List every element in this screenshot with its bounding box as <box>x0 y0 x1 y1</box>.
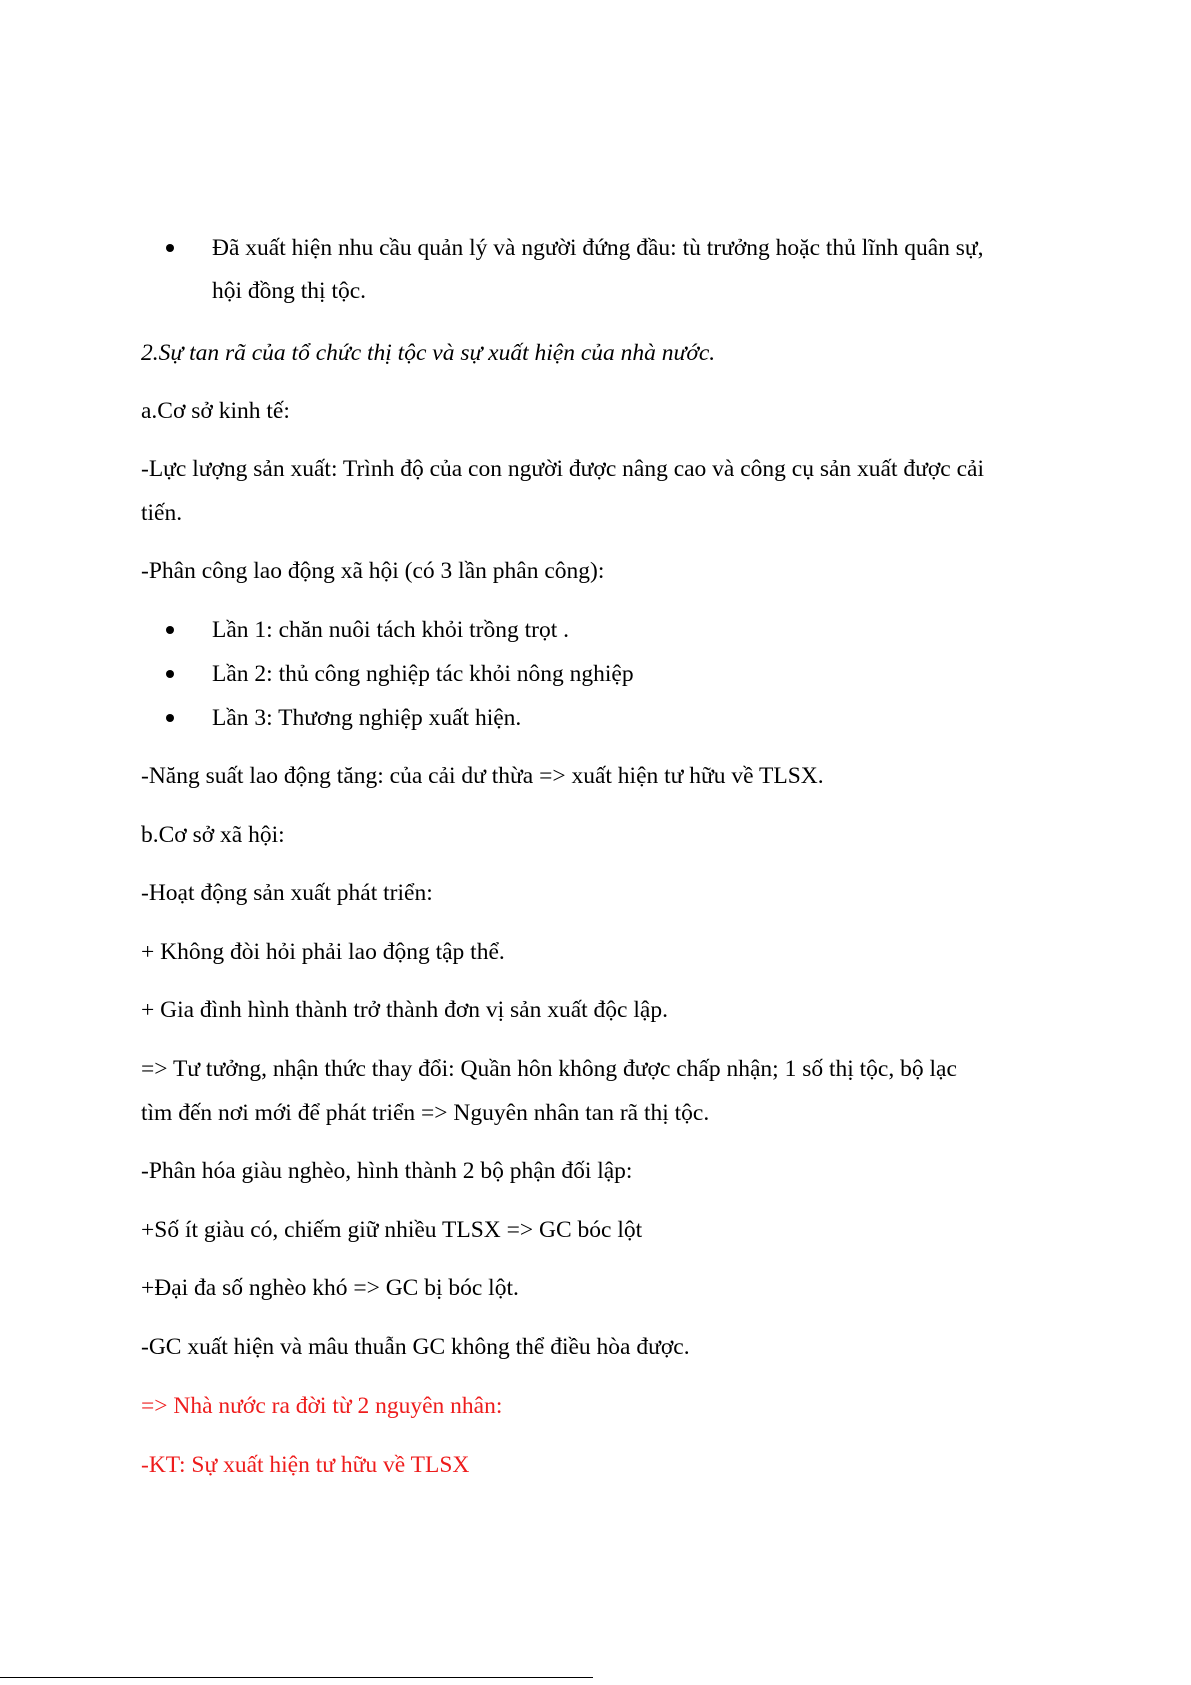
section-b-title: b.Cơ sở xã hội: <box>141 822 285 848</box>
bullet-intro-line2: hội đồng thị tộc. <box>212 278 367 304</box>
bullet-icon <box>166 714 174 722</box>
bullet-icon <box>166 670 174 678</box>
productive-forces-line2: tiến. <box>141 500 183 526</box>
section-a-title: a.Cơ sở kinh tế: <box>141 398 290 424</box>
point-2: + Gia đình hình thành trở thành đơn vị sản xuất độc lập. <box>141 997 668 1023</box>
bullet-icon <box>166 244 174 252</box>
stratification: -Phân hóa giàu nghèo, hình thành 2 bộ phận đối lập: <box>141 1158 633 1184</box>
list-item: Lần 2: thủ công nghiệp tác khỏi nông nghiệp <box>212 661 634 687</box>
bullet-intro-line1: Đã xuất hiện nhu cầu quản lý và người đứng đầu: tù trưởng hoặc thủ lĩnh quân sự, <box>212 235 984 261</box>
footnote-divider <box>0 1677 593 1678</box>
conclusion-economic: -KT: Sự xuất hiện tư hữu về TLSX <box>141 1452 470 1478</box>
poor-class: +Đại đa số nghèo khó => GC bị bóc lột. <box>141 1275 519 1301</box>
division-of-labor: -Phân công lao động xã hội (có 3 lần phân công): <box>141 558 605 584</box>
conclusion-title: => Nhà nước ra đời từ 2 nguyên nhân: <box>141 1393 503 1419</box>
productive-forces-line1: -Lực lượng sản xuất: Trình độ của con người được nâng cao và công cụ sản xuất được cải <box>141 456 984 482</box>
class-conflict: -GC xuất hiện và mâu thuẫn GC không thể điều hòa được. <box>141 1334 690 1360</box>
point-1: + Không đòi hỏi phải lao động tập thể. <box>141 939 505 965</box>
section-heading: 2.Sự tan rã của tổ chức thị tộc và sự xuất hiện của nhà nước. <box>141 340 716 366</box>
productivity: -Năng suất lao động tăng: của cải dư thừa => xuất hiện tư hữu về TLSX. <box>141 763 824 789</box>
list-item: Lần 3: Thương nghiệp xuất hiện. <box>212 705 522 731</box>
rich-class: +Số ít giàu có, chiếm giữ nhiều TLSX => GC bóc lột <box>141 1217 643 1243</box>
thought-line1: => Tư tưởng, nhận thức thay đổi: Quần hôn không được chấp nhận; 1 số thị tộc, bộ lạc <box>141 1056 957 1082</box>
bullet-icon <box>166 626 174 634</box>
list-item: Lần 1: chăn nuôi tách khỏi trồng trọt . <box>212 617 569 643</box>
activity: -Hoạt động sản xuất phát triển: <box>141 880 433 906</box>
thought-line2: tìm đến nơi mới để phát triển => Nguyên nhân tan rã thị tộc. <box>141 1100 710 1126</box>
